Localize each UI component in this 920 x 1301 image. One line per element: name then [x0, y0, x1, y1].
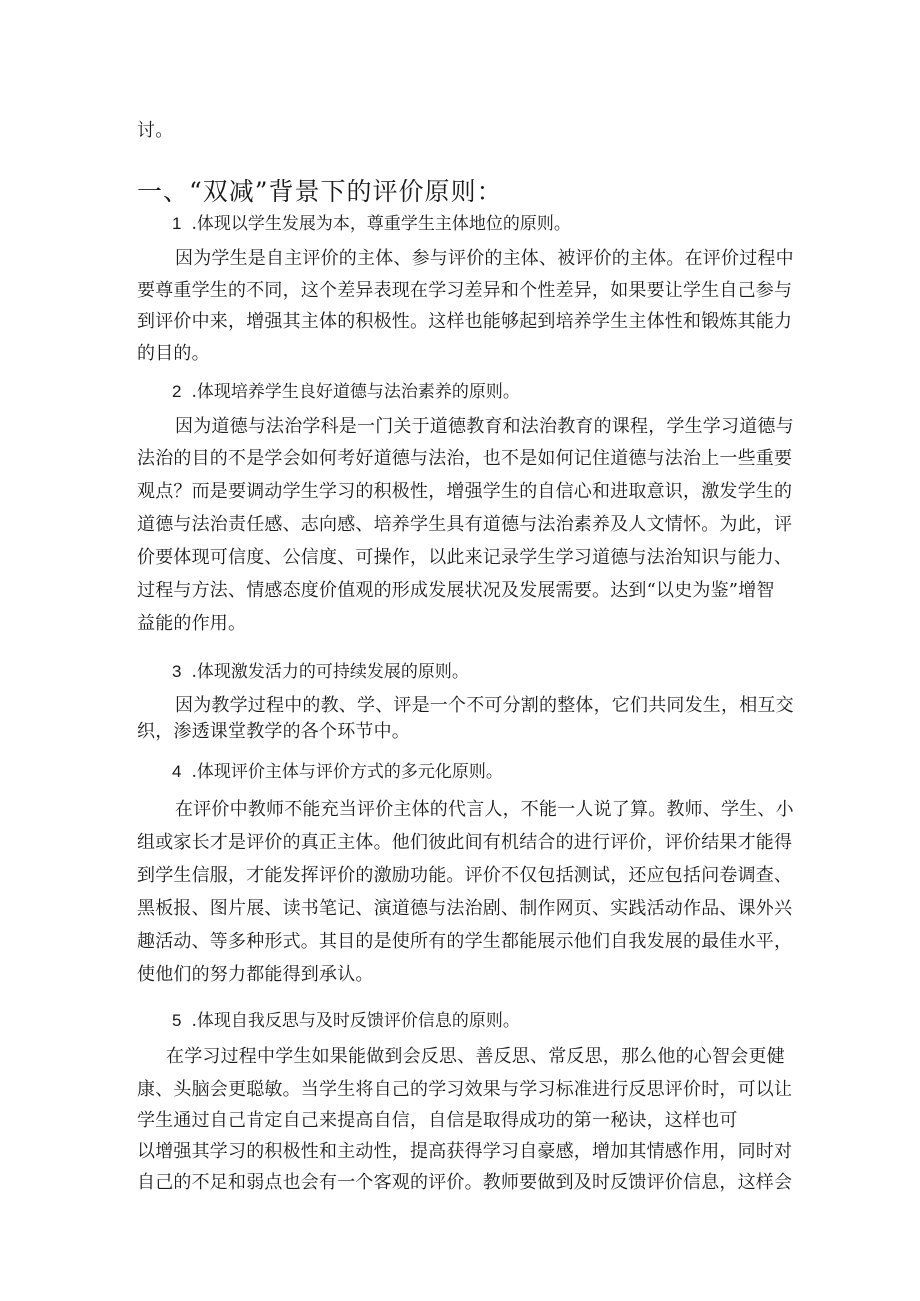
paragraph-line: 趣活动、等多种形式。其目的是使所有的学生都能展示他们自我发展的最佳水平， [137, 931, 793, 952]
principle-text: .体现评价主体与评价方式的多元化原则。 [191, 762, 503, 782]
paragraph-line: 康、头脑会更聪敏。当学生将自己的学习效果与学习标准进行反思评价时，可以让 [137, 1079, 793, 1100]
paragraph-line: 价要体现可信度、公信度、可操作，以此来记录学生学习道德与法治知识与能力、 [137, 547, 793, 568]
principle-3-title [172, 660, 469, 684]
principle-text: .体现自我反思与及时反馈评价信息的原则。 [191, 1011, 520, 1031]
paragraph-line: 讨。 [137, 120, 174, 141]
paragraph-line: 因为道德与法治学科是一门关于道德教育和法治教育的课程，学生学习道德与 [175, 416, 794, 437]
principle-text: .体现以学生发展为本，尊重学生主体地位的原则。 [191, 214, 571, 234]
paragraph-line: 使他们的努力都能得到承认。 [137, 964, 374, 985]
paragraph-line: 自己的不足和弱点也会有一个客观的评价。教师要做到及时反馈评价信息，这样会 [137, 1172, 793, 1193]
paragraph-line: 到学生信服，才能发挥评价的激励功能。评价不仅包括测试，还应包括问卷调查、 [137, 865, 793, 886]
paragraph-line: 要尊重学生的不同，这个差异表现在学习差异和个性差异，如果要让学生自己参与 [137, 280, 793, 301]
principle-number: 2 [172, 382, 182, 401]
paragraph-line: 道德与法治责任感、志向感、培养学生具有道德与法治素养及人文情怀。为此，评 [137, 514, 793, 535]
principle-text: .体现培养学生良好道德与法治素养的原则。 [191, 382, 520, 402]
principle-number: 1 [172, 214, 182, 233]
paragraph-line: 到评价中来，增强其主体的积极性。这样也能够起到培养学生主体性和锻炼其能力 [137, 311, 793, 332]
paragraph-line: 以增强其学习的积极性和主动性，提高获得学习自豪感，增加其情感作用，同时对 [137, 1141, 793, 1162]
principle-text: .体现激发活力的可持续发展的原则。 [191, 662, 469, 682]
paragraph-line: 过程与方法、情感态度价值观的形成发展状况及发展需要。达到“以史为鉴”增智 [137, 580, 775, 601]
principle-4-title [172, 760, 503, 784]
paragraph-line: 组或家长才是评价的真正主体。他们彼此间有机结合的进行评价，评价结果才能得 [137, 832, 793, 853]
paragraph-line: 观点？而是要调动学生学习的积极性，增强学生的自信心和进取意识，激发学生的 [137, 481, 793, 502]
section-heading: 一、“双减”背景下的评价原则： [137, 177, 503, 206]
principle-number: 5 [172, 1011, 182, 1030]
paragraph-line: 法治的目的不是学会如何考好道德与法治，也不是如何记住道德与法治上一些重要 [137, 448, 793, 469]
paragraph-line: 益能的作用。 [137, 613, 247, 634]
paragraph-line: 织，渗透课堂教学的各个环节中。 [137, 721, 410, 742]
principle-1-title [172, 212, 571, 236]
paragraph-line: 黑板报、图片展、读书笔记、演道德与法治剧、制作网页、实践活动作品、课外兴 [137, 898, 793, 919]
principle-2-title [172, 380, 520, 404]
paragraph-line: 学生通过自己肯定自己来提高自信，自信是取得成功的第一秘诀，这样也可 [137, 1110, 738, 1131]
paragraph-line: 的目的。 [137, 343, 210, 364]
paragraph-line: 因为学生是自主评价的主体、参与评价的主体、被评价的主体。在评价过程中 [175, 248, 794, 269]
principle-5-title [172, 1009, 520, 1033]
paragraph-line: 因为教学过程中的教、学、评是一个不可分割的整体，它们共同发生，相互交 [175, 695, 794, 716]
principle-number: 4 [172, 762, 182, 781]
paragraph-line: 在评价中教师不能充当评价主体的代言人，不能一人说了算。教师、学生、小 [175, 799, 794, 820]
paragraph-line: 在学习过程中学生如果能做到会反思、善反思、常反思，那么他的心智会更健 [166, 1046, 785, 1067]
principle-number: 3 [172, 662, 182, 681]
